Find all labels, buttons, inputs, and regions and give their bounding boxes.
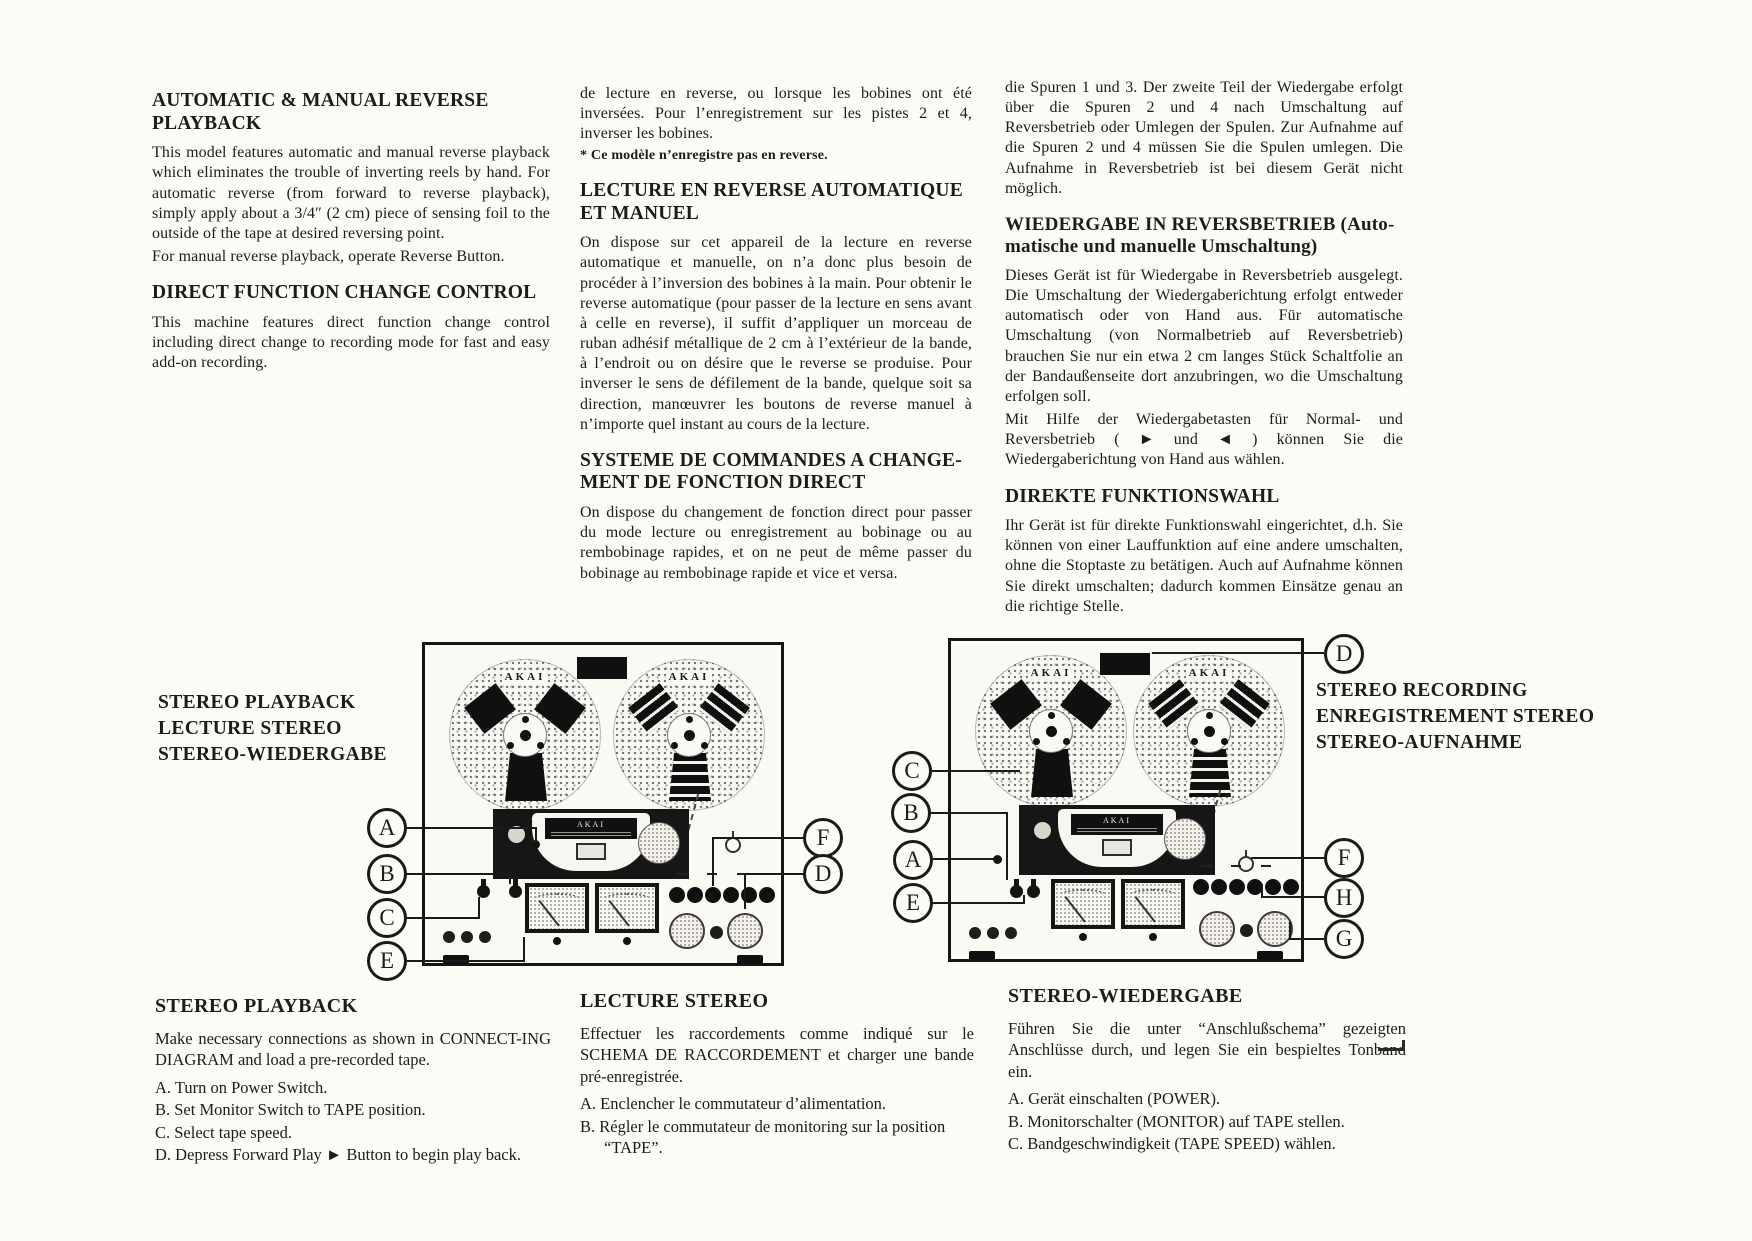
footnote-fr: * Ce modèle n’enregistre pas en reverse. [580,148,828,164]
callout-line-c [478,897,480,919]
head-cover-panel [493,809,689,879]
callout-line-d [1152,652,1324,654]
callout-f: F [803,818,843,858]
brand-label: AKAI [450,671,600,683]
callout-e: E [893,883,933,923]
transport-button [1229,879,1245,895]
tape-deck-recording-diagram [948,638,1304,962]
callout-e: E [367,941,407,981]
intro-en: Make necessary connections as shown in CONNECT-ING DIAGRAM and load a pre-recorded tape. [155,1029,551,1070]
mic-jack [969,927,981,939]
small-knob [1240,924,1253,937]
callout-line-e [932,902,1025,904]
panel-lamp [1034,822,1051,839]
callout-line-a [406,827,537,829]
head-cover-button [1102,839,1132,856]
callout-d: D [803,854,843,894]
mic-jack [987,927,999,939]
paragraph-de: die Spuren 1 und 3. Der zweite Teil der Wiedergabe erfolgt über die Spuren 2 und 4 nach Umschaltung auf Reversbetrieb oder Umlegen der Spulen. Zur Aufnahme auf die Spuren 2 und 4 müssen Sie die Spulen umlegen. Die Aufnahme in Reversbetrieb ist bei diesem Gerät nicht möglich. [1005,79,1403,197]
mic-jack [461,931,473,943]
callout-target-a [531,840,540,849]
intro-de: Führen Sie die unter “Anschlußschema” gezeigten Anschlüsse durch, und legen Sie ein bespieltes Tonband ein. [1008,1019,1406,1081]
paragraph-fr: On dispose du changement de fonction direct pour passer du mode lecture ou enregistrement au bobinage ou au rembobinage rapides, et on ne peut de même passer du bobinage au rembobinage rapide et vice et versa. [580,504,972,582]
callout-line-e [407,960,525,962]
button-tick [1261,865,1271,867]
caption-line: STEREO RECORDING [1316,680,1528,701]
hub-dots [522,732,529,739]
meter-screw [1079,933,1087,941]
reel-hub [1187,709,1231,753]
transport-button [669,887,685,903]
reel-wedge [669,753,711,801]
callout-line-f [712,837,714,886]
level-knob [669,913,705,949]
heading-wiedergabe-reversbetrieb: WIEDERGABE IN REVERSBETRIEB (Auto-matische und manuelle Umschaltung) [1005,213,1395,257]
bottom-section-french [580,988,974,1160]
callout-line-b [931,812,1008,814]
reel-hub [667,713,711,757]
speed-selector-knob [1164,818,1206,860]
step-item: C. Select tape speed. [155,1122,292,1142]
paragraph-en: This model features automatic and manual reverse playback which eliminates the trouble of inverting reels by hand. For automatic reverse (from forward to reverse playback), simply apply about a 3/4″ (2 cm) piece of sensing foil to the outside of the tape at desired reversing point. [152,144,550,242]
transport-button [705,887,721,903]
caption-line: STEREO-AUFNAHME [1316,731,1523,753]
bottom-section-english [155,993,551,1167]
left-diagram-caption [158,690,387,768]
deck-foot [969,951,995,960]
paragraph-en: For manual reverse playback, operate Reverse Button. [152,248,505,265]
input-jack [1010,885,1023,898]
pause-lever [725,837,741,853]
callout-line-c [932,770,1020,772]
callout-line-f [712,837,804,839]
transport-button [1283,879,1299,895]
brand-plate: AKAI [1071,814,1163,835]
heading-systeme-commandes: SYSTEME DE COMMANDES A CHANGE-MENT DE FONCTION DIRECT [580,449,962,494]
supply-reel [449,659,601,811]
paragraph-de: Ihr Gerät ist für direkte Funktionswahl eingerichtet, d.h. Sie können von einer Lauffunktion auf eine andere umschalten, ohne die Stoptaste zu betätigen. Auch auf Aufnahme können Sie direkt umschalten; dadurch kommen Einsätze genau an die richtige Stelle. [1005,517,1403,615]
transport-button [1193,879,1209,895]
head-cover-face [1058,809,1176,867]
vu-meter-left [525,883,589,933]
level-knob [727,913,763,949]
paragraph-fr: de lecture en reverse, ou lorsque les bobines ont été inversées. Pour l’enregistrement sur les pistes 2 et 4, inverser les bobines. [580,85,972,143]
callout-line-h [1261,896,1324,898]
meter-screw [623,937,631,945]
brand-plate: AKAI [545,818,637,839]
mic-jack [1005,927,1017,939]
callout-line-e [523,937,525,962]
callout-line-g [1289,938,1324,940]
head-cover-button [576,843,606,860]
head-cover-face [532,813,650,871]
callout-line-b [1006,812,1008,880]
brand-label: AKAI [1134,667,1284,679]
step-item: B. Régler le commutateur de monitoring sur la position “TAPE”. [580,1116,946,1158]
callout-b: B [891,793,931,833]
callout-target-a [993,855,1002,864]
callout-d: D [1324,634,1364,674]
mic-jack [479,931,491,943]
heading-lecture-stereo: LECTURE STEREO [580,990,769,1012]
paragraph-fr: On dispose sur cet appareil de la lecture en reverse automatique et manuelle, on n’a donc plus besoin de procéder à l’inversion des bobines à la main. Pour obtenir le reverse automatique (pour passer de la lecture en sens avant à celle en reverse), il suffit d’appliquer un morceau de ruban adhésif métallique de 2 cm à l’extérieur de la bande, à l’endroit ou on désire que le reverse se produise. Pour inverser le sens de défilement de la bande, quelque soit sa direction, manœuvrer les boutons de reverse manuel à n’importe quel instant au cours de la lecture. [580,234,972,433]
meter-screw [1149,933,1157,941]
callout-g: G [1324,919,1364,959]
paragraph-de: Dieses Gerät ist für Wiedergabe in Reversbetrieb ausgelegt. Die Umschaltung der Wiedergaberichtung erfolgt entweder automatisch oder von Hand aus. Für automatische Umschaltung (von Normalbetrieb auf Reversbetrieb) brauchen Sie nur ein etwa 2 cm langes Stück Schaltfolie an der Bandaußenseite dort anzubringen, wo die Umschaltung erfolgen soll. [1005,267,1403,405]
level-knob [1199,911,1235,947]
input-jack [1027,885,1040,898]
transport-button [759,887,775,903]
small-knob [710,926,723,939]
step-item: A. Gerät einschalten (POWER). [1008,1089,1221,1109]
tape-counter [577,657,627,679]
heading-direct-function: DIRECT FUNCTION CHANGE CONTROL [152,282,537,304]
hub-dots [1206,728,1213,735]
reel-hub [503,713,547,757]
step-item: A. Turn on Power Switch. [155,1077,328,1097]
caption-line: LECTURE STEREO [158,717,342,739]
paragraph-en: This machine features direct function change control including direct change to recording mode for fast and easy add-on recording. [152,313,550,372]
transport-button [723,887,739,903]
callout-a: A [893,840,933,880]
caption-line: STEREO PLAYBACK [158,692,356,713]
caption-line: STEREO-WIEDERGABE [158,743,387,765]
vu-meter-right [1121,879,1185,929]
reel-wedge [1189,749,1231,797]
caption-line: ENREGISTREMENT STEREO [1316,705,1595,727]
bottom-section-german [1008,983,1406,1156]
callout-line-h [1261,884,1263,898]
column-french [580,84,972,587]
reel-wedge [505,753,547,801]
heading-stereo-playback: STEREO PLAYBACK [155,995,358,1017]
level-knob [1257,911,1293,947]
callout-line-a [933,858,997,860]
deck-foot [1257,951,1283,960]
step-item: A. Enclencher le commutateur d’alimentation. [580,1094,887,1114]
vu-meter-left [1051,879,1115,929]
meter-screw [553,937,561,945]
button-tick [1231,865,1241,867]
step-item: D. Depress Forward Play ► Button to begin play back. [155,1145,521,1165]
callout-line-b [509,873,511,884]
callout-line-g [1289,922,1291,940]
callout-line-d [744,873,804,875]
column-english [152,90,550,376]
supply-reel [975,655,1127,807]
input-jack [509,885,522,898]
speed-selector-knob [638,822,680,864]
callout-b: B [367,854,407,894]
callout-c: C [892,751,932,791]
column-german [1005,78,1403,620]
button-tick [677,873,687,875]
hub-dots [686,732,693,739]
callout-line-f [1251,857,1324,859]
vu-meter-right [595,883,659,933]
crop-mark [1378,1040,1405,1051]
callout-line-d [744,873,746,909]
hub-dots [1048,728,1055,735]
callout-h: H [1324,878,1364,918]
heading-direkte-funktionswahl: DIREKTE FUNKTIONSWAHL [1005,485,1280,507]
callout-c: C [367,898,407,938]
callout-line-b [407,873,511,875]
callout-line-c [407,917,480,919]
brand-label: AKAI [614,671,764,683]
step-item: B. Monitorschalter (MONITOR) auf TAPE stellen. [1008,1111,1345,1131]
reel-hub [1029,709,1073,753]
step-item: B. Set Monitor Switch to TAPE position. [155,1100,426,1120]
heading-lecture-reverse: LECTURE EN REVERSE AUTOMATIQUE ET MANUEL [580,180,963,224]
reel-wedge [1031,749,1073,797]
transport-button [687,887,703,903]
deck-foot [737,955,763,964]
heading-auto-manual-reverse: AUTOMATIC & MANUAL REVERSE PLAYBACK [152,90,489,134]
takeup-reel [1133,655,1285,807]
brand-label: AKAI [976,667,1126,679]
right-diagram-caption [1316,678,1594,756]
step-item: C. Bandgeschwindigkeit (TAPE SPEED) wählen. [1008,1134,1336,1154]
transport-button [1265,879,1281,895]
intro-fr: Effectuer les raccordements comme indiqué sur le SCHEMA DE RACCORDEMENT et charger une bande pré-enregistrée. [580,1024,974,1086]
head-cover-panel [1019,805,1215,875]
transport-button [1211,879,1227,895]
callout-line-e [1023,895,1025,904]
callout-a: A [367,808,407,848]
tape-counter [1100,653,1150,675]
heading-stereo-wiedergabe: STEREO-WIEDERGABE [1008,985,1243,1007]
paragraph-de: Mit Hilfe der Wiedergabetasten für Normal- und Reversbetrieb ( ► und ◄ ) können Sie die Wiedergaberichtung von Hand aus wählen. [1005,411,1403,469]
mic-jack [443,931,455,943]
takeup-reel [613,659,765,811]
button-tick [1201,865,1211,867]
callout-f: F [1324,838,1364,878]
